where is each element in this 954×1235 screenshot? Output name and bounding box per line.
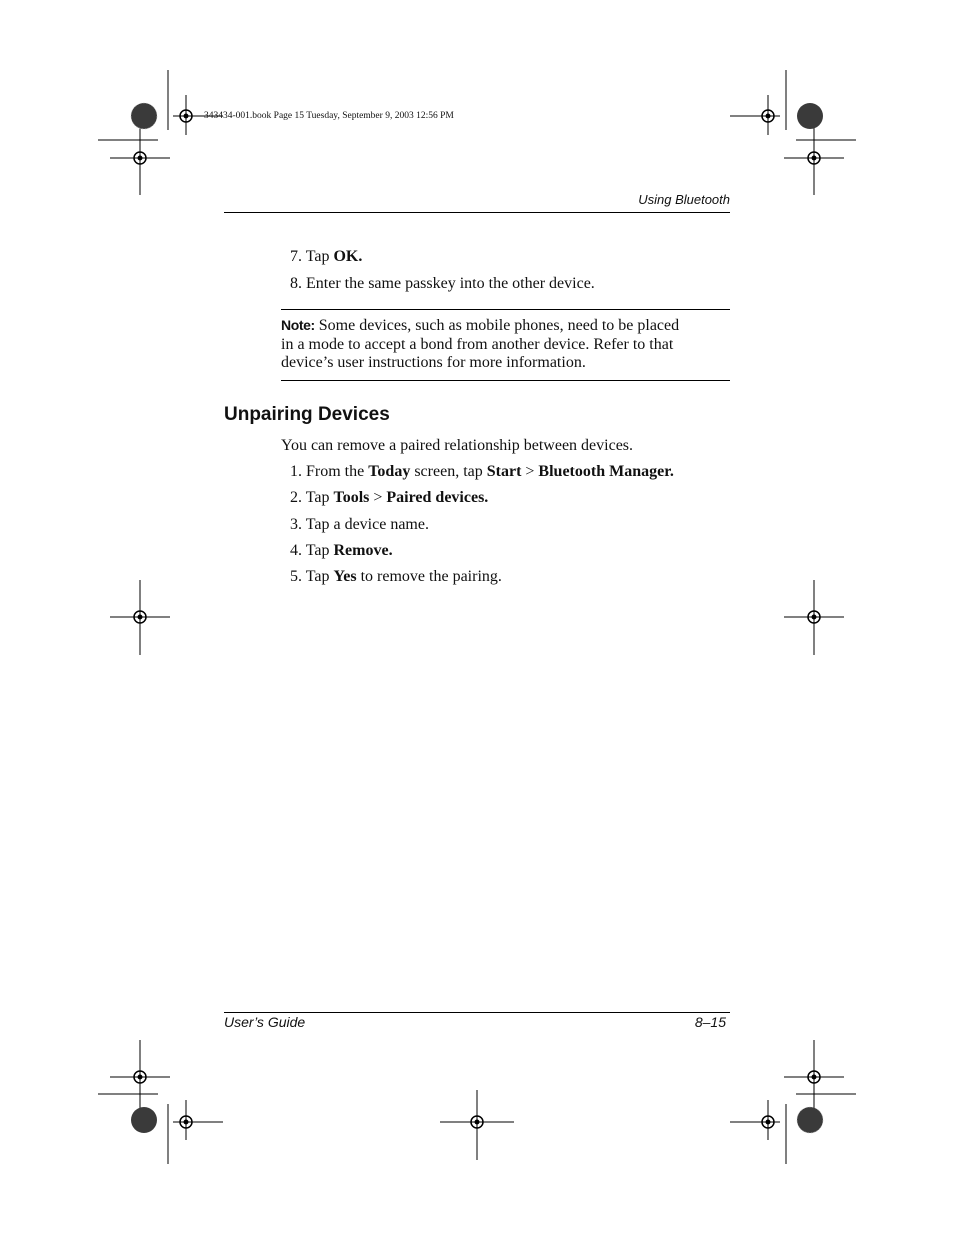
- footer-page-number: 8–15: [694, 1014, 726, 1030]
- list-item-number: 4.: [290, 541, 306, 559]
- note-top-rule: [281, 309, 730, 310]
- list-item: [290, 516, 429, 534]
- list-item-text: >: [369, 489, 387, 507]
- list-item-number: 5.: [290, 568, 306, 586]
- list-item: [290, 275, 595, 293]
- ui-term: Bluetooth Manager.: [538, 463, 674, 480]
- ui-term: Today: [368, 463, 411, 480]
- list-item-text: screen, tap: [410, 463, 487, 480]
- footer-left: User’s Guide: [224, 1014, 306, 1030]
- running-header: Using Bluetooth: [638, 192, 730, 207]
- list-item-number: 1.: [290, 463, 306, 480]
- ui-term: Yes: [333, 568, 357, 586]
- header-rule: [224, 212, 730, 213]
- print-slug: 343434-001.book Page 15 Tuesday, September 9, 2003 12:56 PM: [204, 111, 454, 121]
- list-item-text: Tap: [305, 541, 334, 559]
- list-item-text: Tap a device name.: [305, 515, 429, 533]
- list-item: [290, 489, 488, 507]
- list-item: [290, 568, 502, 586]
- note-bottom-rule: [281, 380, 730, 381]
- note-label: Note:: [281, 317, 315, 333]
- list-item-text: to remove the pairing.: [356, 568, 502, 586]
- ui-term: Start: [486, 463, 522, 480]
- list-item-text: Tap: [305, 568, 334, 586]
- list-item-number: 7.: [290, 248, 306, 265]
- ui-term: Tools: [333, 489, 370, 507]
- list-item-text: Tap: [305, 489, 334, 507]
- note-line: in a mode to accept a bond from another device. Refer to that: [281, 335, 674, 353]
- ui-term: Remove.: [333, 541, 393, 559]
- section-intro: You can remove a paired relationship between devices.: [281, 437, 634, 454]
- section-heading: Unpairing Devices: [224, 404, 390, 425]
- note-line: device’s user instructions for more information.: [281, 354, 586, 371]
- list-item: [290, 248, 362, 266]
- ui-term: Paired devices.: [386, 489, 489, 507]
- ui-term: OK.: [333, 248, 363, 265]
- note-box: [281, 316, 730, 373]
- list-item-text: >: [521, 463, 539, 480]
- list-item-text: From the: [306, 463, 369, 480]
- note-line: Some devices, such as mobile phones, need to be placed: [314, 317, 680, 334]
- list-item-number: 3.: [290, 515, 306, 533]
- list-item-text: Enter the same passkey into the other device.: [306, 275, 595, 292]
- list-item: [290, 542, 393, 560]
- footer-rule: [224, 1012, 730, 1013]
- list-item-number: 2.: [290, 489, 306, 507]
- list-item-text: Tap: [305, 248, 334, 265]
- list-item-number: 8.: [290, 275, 306, 292]
- list-item: [290, 463, 674, 481]
